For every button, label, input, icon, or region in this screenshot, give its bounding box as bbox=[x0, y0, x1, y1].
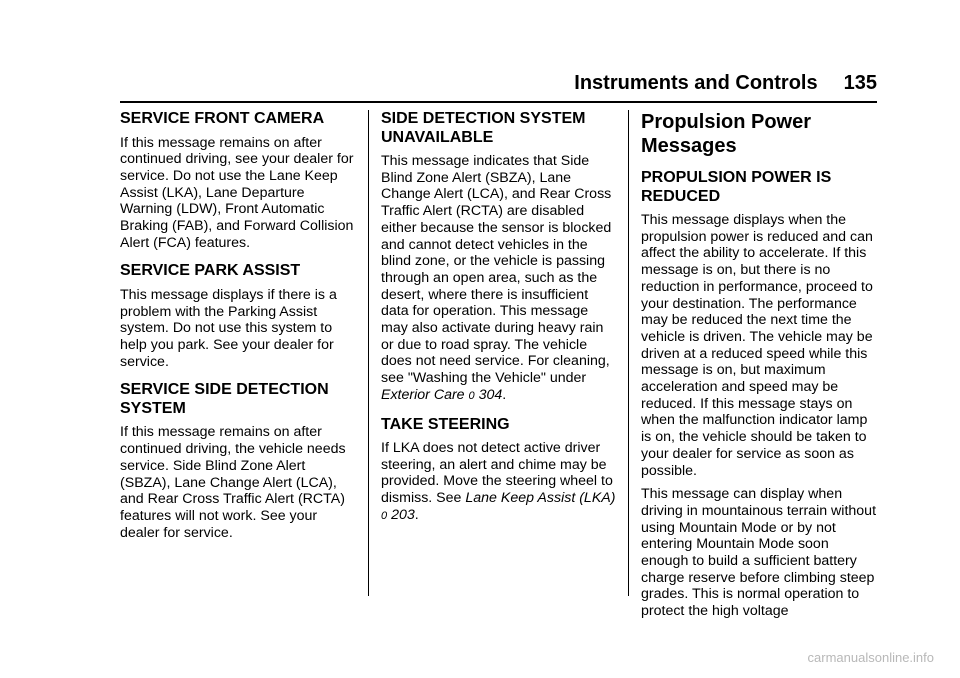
lane-keep-assist-link[interactable]: Lane Keep Assist (LKA) 0 203 bbox=[381, 490, 616, 523]
paragraph-propulsion-reduced-1: This message displays when the propulsion power is reduced and can affect the ability to accelerate. If this message is on, but there is no reduction in performance, proceed to your destination. The performance may be reduced the next time the vehicle is driven. The vehicle may be driven at a reduced speed while this message is on, but maximum acceleration and speed may be reduced. If this message stays on when the malfunction indicator lamp is on, the vehicle should be taken to your dealer for service as soon as possible. bbox=[641, 212, 873, 479]
page-ref-arrow-icon: 0 bbox=[468, 389, 475, 402]
paragraph-text: If LKA does not detect active driver steering, an alert and chime may be provided. Move the steering wheel to dismiss. See bbox=[381, 440, 613, 507]
heading-propulsion-power-messages: Propulsion Power Messages bbox=[641, 111, 812, 157]
column-divider-2 bbox=[628, 110, 629, 596]
page-header bbox=[120, 72, 877, 100]
header-rule bbox=[120, 101, 877, 103]
heading-take-steering: TAKE STEERING bbox=[381, 415, 510, 433]
paragraph-text: This message indicates that Side Blind Zone Alert (SBZA), Lane Change Alert (LCA), and Rear Cross Traffic Alert (RCTA) are disabled either because the sensor is blocked and cannot detect vehicles in the blind zone, or the vehicle is passing through an open area, such as the desert, where there is insufficient data for operation. This message may also activate during heavy rain or due to road spray. The vehicle does not need service. For cleaning, see "Washing the Vehicle" under bbox=[381, 153, 612, 387]
heading-service-front-camera: SERVICE FRONT CAMERA bbox=[120, 110, 325, 127]
paragraph-side-detection-unavailable: This message indicates that Side Blind Zone Alert (SBZA), Lane Change Alert (LCA), and Rear Cross Traffic Alert (RCTA) are disabled either because the sensor is blocked and cannot detect vehicles in the blind zone, or the vehicle is passing through an open area, such as the desert, where there is insufficient data for operation. This message may also activate during heavy rain or due to road spray. The vehicle does not need service. For cleaning, see "Washing the Vehicle" under Exterior Care 0 304. bbox=[381, 153, 612, 403]
section-title: Instruments and Controls bbox=[574, 72, 818, 94]
paragraph-service-side-detection: If this message remains on after continued driving, the vehicle needs service. Side Blind Zone Alert (SBZA), Lane Change Alert (LCA), and Rear Cross Traffic Alert (RCTA) features will not work. See your dealer for service. bbox=[120, 424, 346, 541]
paragraph-take-steering: If LKA does not detect active driver steering, an alert and chime may be provided. Move the steering wheel to dismiss. See Lane Keep Assist (LKA) 0 203. bbox=[381, 440, 616, 523]
paragraph-service-park-assist: This message displays if there is a problem with the Parking Assist system. Do not use this system to help you park. See your dealer for service. bbox=[120, 286, 337, 370]
column-1 bbox=[120, 110, 356, 548]
exterior-care-link[interactable]: Exterior Care 0 304 bbox=[381, 386, 503, 403]
heading-service-park-assist: SERVICE PARK ASSIST bbox=[120, 262, 301, 280]
paragraph-propulsion-reduced-2: This message can display when driving in mountainous terrain without using Mountain Mode or by not entering Mountain Mode soon enough to build a sufficient battery charge reserve before climbing steep grades. This is normal operation to protect the high voltage bbox=[641, 486, 877, 620]
column-3 bbox=[641, 110, 877, 627]
paragraph-service-front-camera: If this message remains on after continued driving, see your dealer for service. Do not use the Lane Keep Assist (LKA), Lane Departure Warning (LDW), Front Automatic Braking (FAB), and Forward Collision Alert (FCA) features. bbox=[120, 134, 354, 251]
page-ref-arrow-icon: 0 bbox=[381, 509, 388, 522]
watermark: carmanualsonline.info bbox=[807, 650, 934, 665]
heading-service-side-detection: SERVICE SIDE DETECTION SYSTEM bbox=[120, 381, 329, 417]
column-2 bbox=[381, 110, 617, 532]
page-number: 135 bbox=[843, 72, 877, 94]
column-divider-1 bbox=[368, 110, 369, 596]
heading-propulsion-power-reduced: PROPULSION POWER IS REDUCED bbox=[641, 169, 832, 205]
heading-side-detection-unavailable: SIDE DETECTION SYSTEM UNAVAILABLE bbox=[381, 110, 586, 146]
